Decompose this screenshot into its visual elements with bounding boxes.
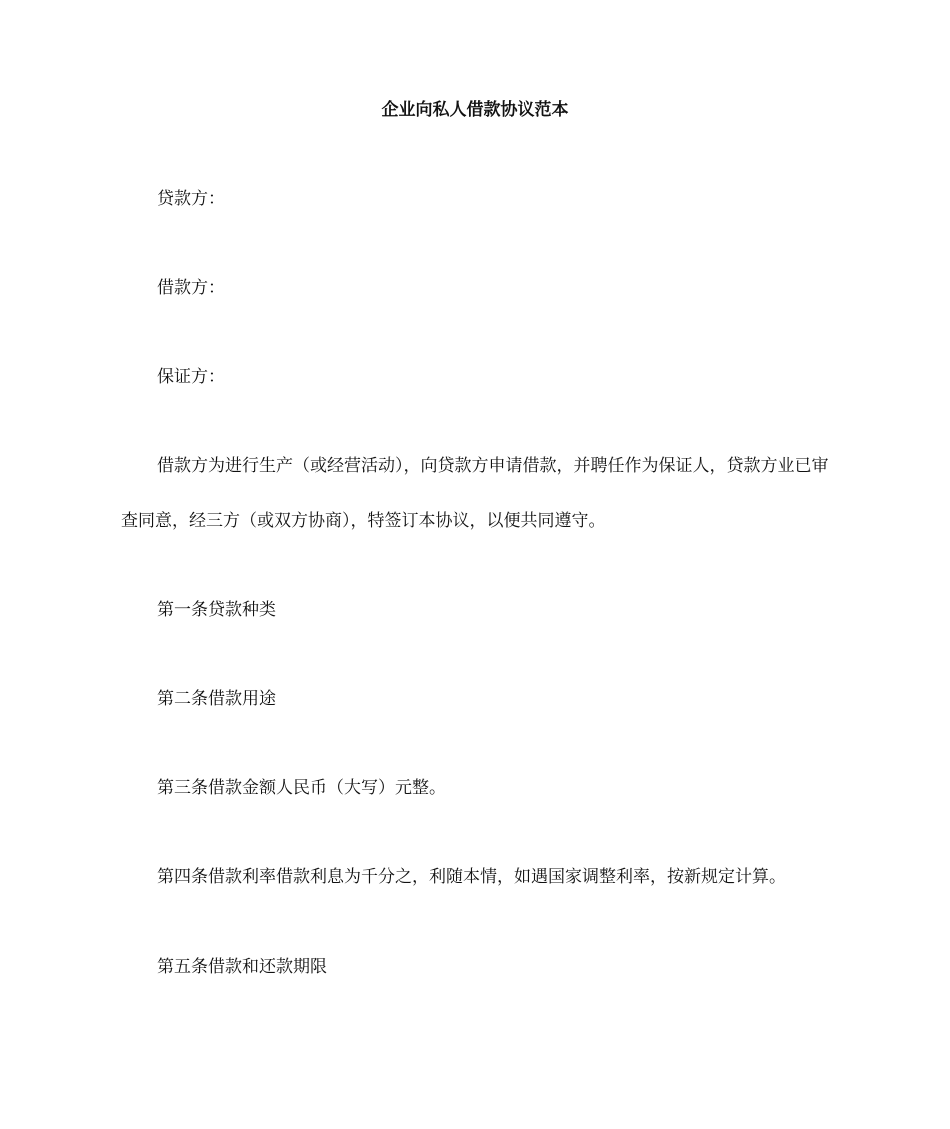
article-4: 第四条借款利率借款利息为千分之，利随本情，如遇国家调整利率，按新规定计算。 — [157, 867, 786, 887]
article-1: 第一条贷款种类 — [157, 600, 276, 620]
article-5: 第五条借款和还款期限 — [157, 957, 327, 977]
borrower-label: 借款方： — [157, 278, 225, 298]
intro-paragraph: 借款方为进行生产（或经营活动），向贷款方申请借款，并聘任作为保证人，贷款方业已审查同意，经三方（或双方协商），特签订本协议，以便共同遵守。 — [121, 456, 829, 531]
lender-label: 贷款方： — [157, 189, 225, 209]
document-title: 企业向私人借款协议范本 — [381, 100, 569, 120]
guarantor-label: 保证方： — [157, 367, 225, 387]
article-3: 第三条借款金额人民币（大写）元整。 — [157, 778, 446, 798]
article-2: 第二条借款用途 — [157, 689, 276, 709]
